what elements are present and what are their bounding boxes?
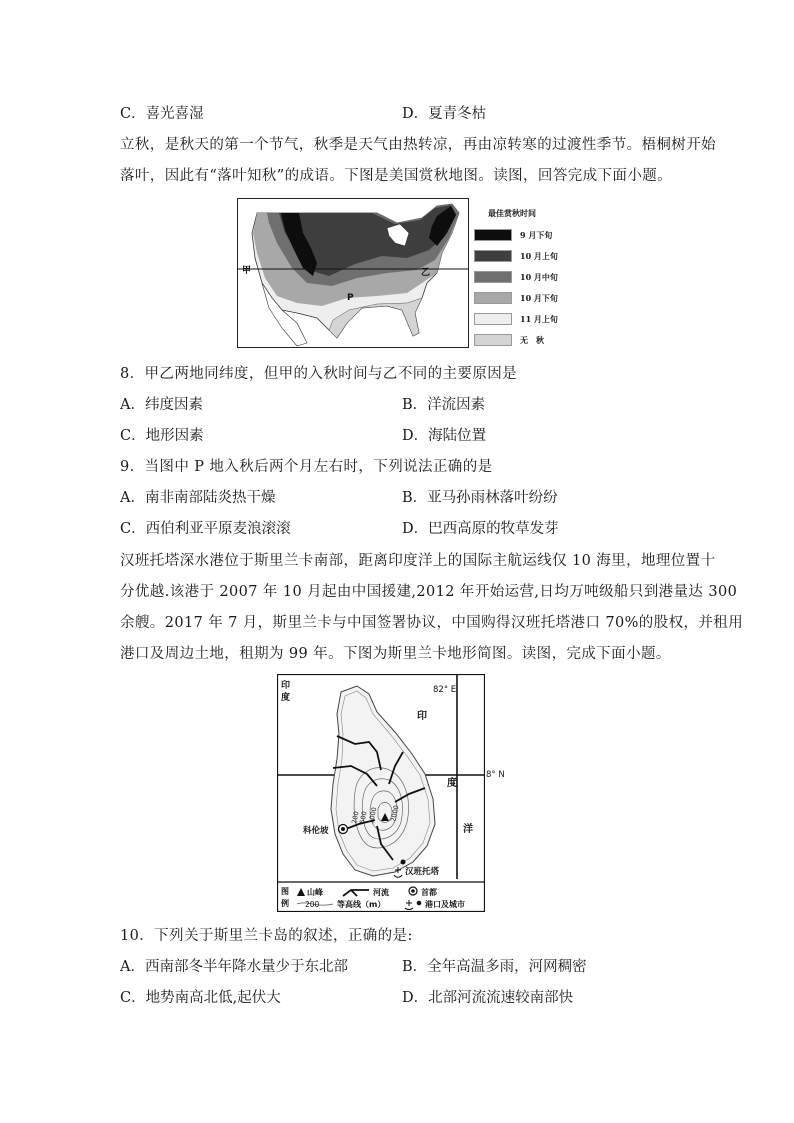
label-ocean-2: 度 xyxy=(447,778,457,789)
legend-swatch xyxy=(474,313,512,325)
contour-label-2000: 2000 xyxy=(389,804,401,823)
label-jia: 甲 xyxy=(242,266,252,276)
legend-title: 最佳赏秋时间 xyxy=(488,208,536,218)
q8-option-a: A．纬度因素 xyxy=(120,397,203,413)
label-yi: 乙 xyxy=(421,268,431,278)
passage2-line3: 余艘。2017 年 7 月，斯里兰卡与中国签署协议，中国购得汉班托塔港口 70%的股权，并租用 xyxy=(120,615,744,631)
legend-swatch xyxy=(474,271,512,283)
passage2-line4: 港口及周边土地，租期为 99 年。下图为斯里兰卡地形简图。读图，完成下面小题。 xyxy=(120,646,671,662)
legend-title-1: 图 xyxy=(281,887,289,896)
q9-option-d: D．巴西高原的牧草发芽 xyxy=(402,521,559,537)
q9-option-a: A．南非南部陆炎热干燥 xyxy=(120,490,276,506)
legend-label: 9 月下旬 xyxy=(520,229,553,240)
legend-peak: 山峰 xyxy=(307,888,323,897)
legend-capital-dot xyxy=(411,889,415,893)
legend-label: 11 月上旬 xyxy=(520,313,558,324)
us-autumn-map xyxy=(237,198,469,348)
label-ocean-3: 洋 xyxy=(463,824,473,835)
legend-swatch xyxy=(474,229,512,241)
legend-title-2: 例 xyxy=(281,899,289,908)
legend-swatch xyxy=(474,334,512,346)
legend-capital: 首都 xyxy=(421,888,437,897)
legend-contour-value: 200 xyxy=(305,900,320,909)
passage2-line1: 汉班托塔深水港位于斯里兰卡南部，距离印度洋上的国际主航运线仅 10 海里，地理位置十 xyxy=(120,553,716,569)
q10-option-a: A．西南部冬半年降水量少于东北部 xyxy=(120,959,348,975)
legend-river: 河流 xyxy=(373,888,389,897)
q10-stem: 10．下列关于斯里兰卡岛的叙述，正确的是: xyxy=(120,928,413,944)
city-icon xyxy=(401,860,406,865)
passage1-line2: 落叶，因此有“落叶知秋”的成语。下图是美国赏秋地图。读图，回答完成下面小题。 xyxy=(120,168,673,184)
q9-option-b: B．亚马孙雨林落叶纷纷 xyxy=(402,490,558,506)
legend-city-icon xyxy=(417,901,422,906)
sri-lanka-map-figure xyxy=(277,674,505,912)
label-p: P xyxy=(347,293,354,303)
legend-label: 10 月上旬 xyxy=(520,250,558,261)
legend-swatch xyxy=(474,250,512,262)
legend-row-2 xyxy=(474,250,558,262)
q10-option-d: D．北部河流流速较南部快 xyxy=(402,990,574,1006)
q8-stem: 8．甲乙两地同纬度，但甲的入秋时间与乙不同的主要原因是 xyxy=(120,366,518,382)
legend-swatch xyxy=(474,292,512,304)
q8-option-b: B．洋流因素 xyxy=(402,397,486,413)
label-india-2: 度 xyxy=(281,693,291,703)
q9-option-c: C．西伯利亚平原麦浪滚滚 xyxy=(120,521,291,537)
capital-icon-dot xyxy=(341,827,345,831)
legend-row-3 xyxy=(474,271,558,283)
label-india-1: 印 xyxy=(281,681,291,691)
label-lat: 8° N xyxy=(486,770,505,780)
legend-port: 港口及城市 xyxy=(425,900,465,909)
label-ocean-1: 印 xyxy=(417,711,427,722)
q8-option-d: D．海陆位置 xyxy=(402,428,487,444)
option-d-prev: D．夏青冬枯 xyxy=(402,106,487,122)
legend-row-5 xyxy=(474,313,558,325)
q8-option-c: C．地形因素 xyxy=(120,428,204,444)
contour-label-200: 200 xyxy=(350,810,361,825)
legend-row-4 xyxy=(474,292,558,304)
option-c-prev: C．喜光喜湿 xyxy=(120,106,204,122)
q10-option-b: B．全年高温多雨，河网稠密 xyxy=(402,959,587,975)
passage2-line2: 分优越.该港于 2007 年 10 月起由中国援建,2012 年开始运营,日均万吨级船只到港量达 300 xyxy=(120,584,738,600)
label-colombo: 科伦坡 xyxy=(303,826,329,836)
contour-label-500: 500 xyxy=(358,810,369,825)
us-autumn-map-figure xyxy=(237,198,567,350)
legend-label: 10 月下旬 xyxy=(520,292,558,303)
legend-label: 无 秋 xyxy=(520,334,544,345)
sri-lanka-map xyxy=(277,674,485,912)
contour-label-1000: 1000 xyxy=(367,806,379,825)
legend-contour: 等高线（m） xyxy=(337,900,386,909)
legend-row-6 xyxy=(474,334,544,346)
legend-label: 10 月中旬 xyxy=(520,271,558,282)
q10-option-c: C．地势南高北低,起伏大 xyxy=(120,990,281,1006)
label-hambantota: 汉班托塔 xyxy=(405,867,440,877)
legend-row-1 xyxy=(474,229,552,241)
passage1-line1: 立秋，是秋天的第一个节气，秋季是天气由热转凉，再由凉转寒的过渡性季节。梧桐树开始 xyxy=(120,137,716,153)
label-lon: 82° E xyxy=(433,685,457,695)
q9-stem: 9．当图中 P 地入秋后两个月左右时，下列说法正确的是 xyxy=(120,459,493,475)
